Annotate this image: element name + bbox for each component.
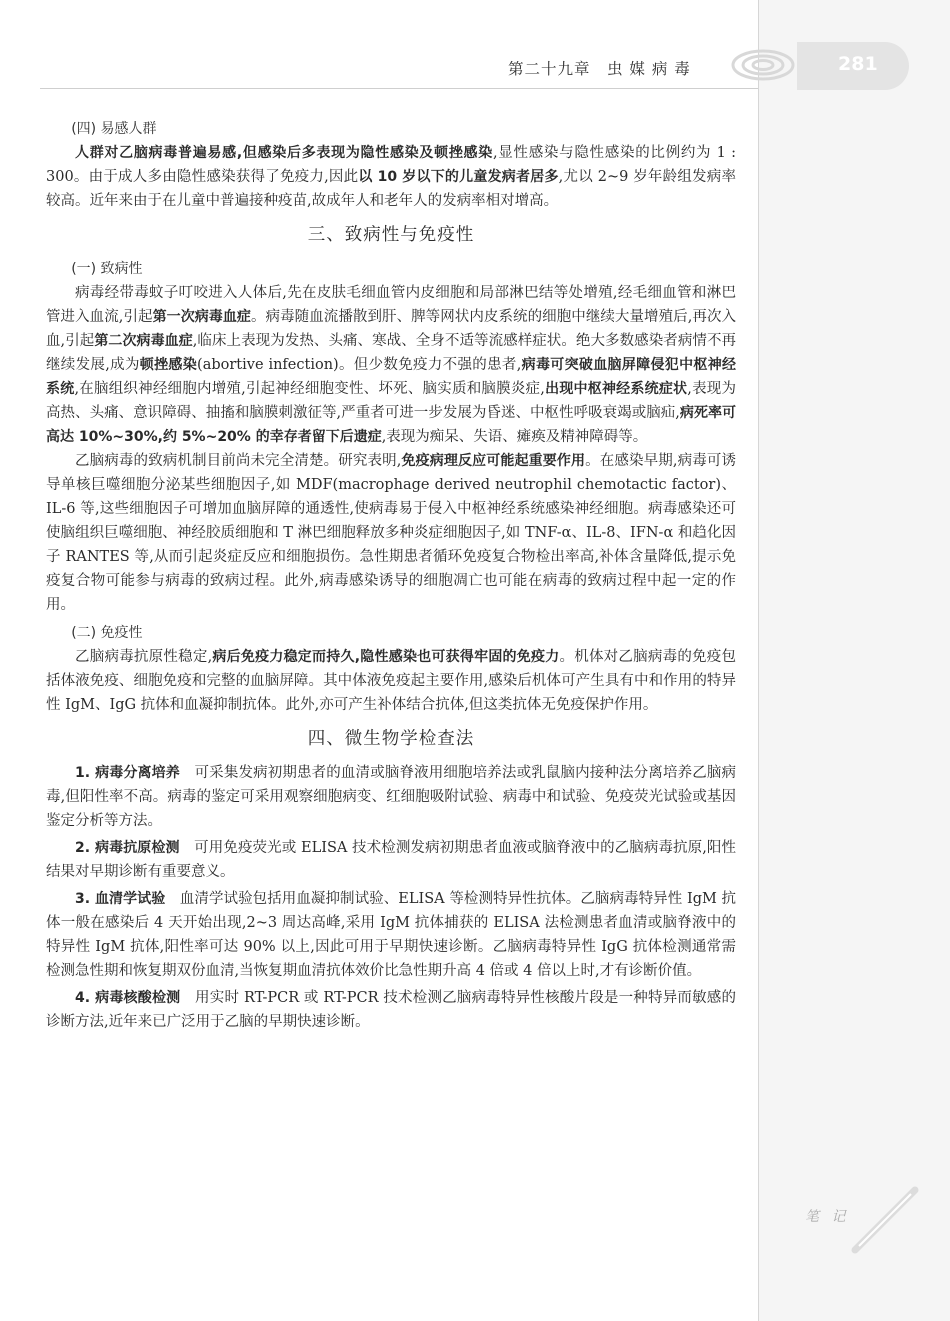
page-number: 281: [838, 53, 878, 75]
method-nucleic-acid-detection: 4. 病毒核酸检测 用实时 RT-PCR 或 RT-PCR 技术检测乙脑病毒特异性核酸片段是一种特异而敏感的诊断方法,近年来已广泛用于乙脑的早期快速诊断。: [46, 990, 737, 1030]
chapter-title: 第二十九章 虫 媒 病 毒: [508, 60, 691, 78]
swirl-logo-icon: [728, 40, 798, 90]
page-content: [46, 113, 736, 1034]
section-heading-pathogenicity-immunity: 三、致病性与免疫性: [307, 225, 475, 245]
method-virus-isolation: 1. 病毒分离培养 可采集发病初期患者的血清或脑脊液用细胞培养法或乳鼠脑内接种法分离培养乙脑病毒,但阳性率不高。病毒的鉴定可采用观察细胞病变、红细胞吸附试验、病毒中和试验、免疫荧光试验或基因鉴定分析等方法。: [46, 765, 737, 829]
paragraph-pathogenicity: 病毒经带毒蚊子叮咬进入人体后,先在皮肤毛细血管内皮细胞和局部淋巴结等处增殖,经毛细血管和淋巴管进入血流,引起第一次病毒血症。病毒随血流播散到肝、脾等网状内皮系统的细胞中继续大量增殖后,再次入血,引起第二次病毒血症,临床上表现为发热、头痛、寒战、全身不适等流感样症状。绝大多数感染者病情不再继续发展,成为顿挫感染(abortive infection)。但少数免疫力不强的患者,病毒可突破血脑屏障侵犯中枢神经系统,在脑组织神经细胞内增殖,引起神经细胞变性、坏死、脑实质和脑膜炎症,出现中枢神经系统症状,表现为高热、头痛、意识障碍、抽搐和脑膜刺激征等,严重者可进一步发展为昏迷、中枢性呼吸衰竭或脑疝,病死率可高达 10%~30%,约 5%~20% 的幸存者留下后遗症,表现为痴呆、失语、瘫痪及精神障碍等。: [46, 285, 737, 445]
notes-sidebar: [758, 0, 950, 1321]
subsection-heading-pathogenicity: (一) 致病性: [71, 261, 143, 277]
paragraph-pathogenic-mechanism: 乙脑病毒的致病机制目前尚未完全清楚。研究表明,免疫病理反应可能起重要作用。在感染早期,病毒可诱导单核巨噬细胞分泌某些细胞因子,如 MDF(macrophage derived neutrophil chemotactic factor)、IL-6 等,这些细胞因子可增加血脑屏障的通透性,使病毒易于侵入中枢神经系统感染神经细胞。病毒感染还可使脑组织巨噬细胞、神经胶质细胞和 T 淋巴细胞释放多种炎症细胞因子,如 TNF-α、IL-8、IFN-α 和趋化因子 RANTES 等,从而引起炎症反应和细胞损伤。急性期患者循环免疫复合物检出率高,补体含量降低,提示免疫复合物可能参与病毒的致病过程。此外,病毒感染诱导的细胞凋亡也可能在病毒的致病过程中起一定的作用。: [46, 453, 737, 613]
method-serology: 3. 血清学试验 血清学试验包括用血凝抑制试验、ELISA 等检测特异性抗体。乙脑病毒特异性 IgM 抗体一般在感染后 4 天开始出现,2~3 周达高峰,采用 IgM 抗体捕获的 ELISA 法检测患者血清或脑脊液中的特异性 IgM 抗体,阳性率可达 90% 以上,因此可用于早期快速诊断。乙脑病毒特异性 IgG 抗体检测通常需检测急性期和恢复期双份血清,当恢复期血清抗体效价比急性期升高 4 倍或 4 倍以上时,才有诊断价值。: [46, 891, 737, 979]
subsection-heading-susceptible-population: (四) 易感人群: [71, 121, 157, 137]
notes-label: 笔 记: [805, 1209, 850, 1225]
method-antigen-detection: 2. 病毒抗原检测 可用免疫荧光或 ELISA 技术检测发病初期患者血液或脑脊液中的乙脑病毒抗原,阳性结果对早期诊断有重要意义。: [46, 840, 737, 880]
subsection-heading-immunity: (二) 免疫性: [71, 625, 143, 641]
section-heading-lab-diagnosis: 四、微生物学检查法: [307, 729, 475, 749]
pencil-icon: [845, 1180, 925, 1260]
header-divider: [40, 88, 758, 89]
paragraph-susceptibility: 人群对乙脑病毒普遍易感,但感染后多表现为隐性感染及顿挫感染,显性感染与隐性感染的比例约为 1 : 300。由于成人多由隐性感染获得了免疫力,因此以 10 岁以下的儿童发病者居多,尤以 2~9 岁年龄组发病率较高。近年来由于在儿童中普遍接种疫苗,故成年人和老年人的发病率相对增高。: [46, 145, 737, 209]
paragraph-immunity: 乙脑病毒抗原性稳定,病后免疫力稳定而持久,隐性感染也可获得牢固的免疫力。机体对乙脑病毒的免疫包括体液免疫、细胞免疫和完整的血脑屏障。其中体液免疫起主要作用,感染后机体可产生具有中和作用的特异性 IgM、IgG 抗体和血凝抑制抗体。此外,亦可产生补体结合抗体,但这类抗体无免疫保护作用。: [46, 649, 737, 713]
